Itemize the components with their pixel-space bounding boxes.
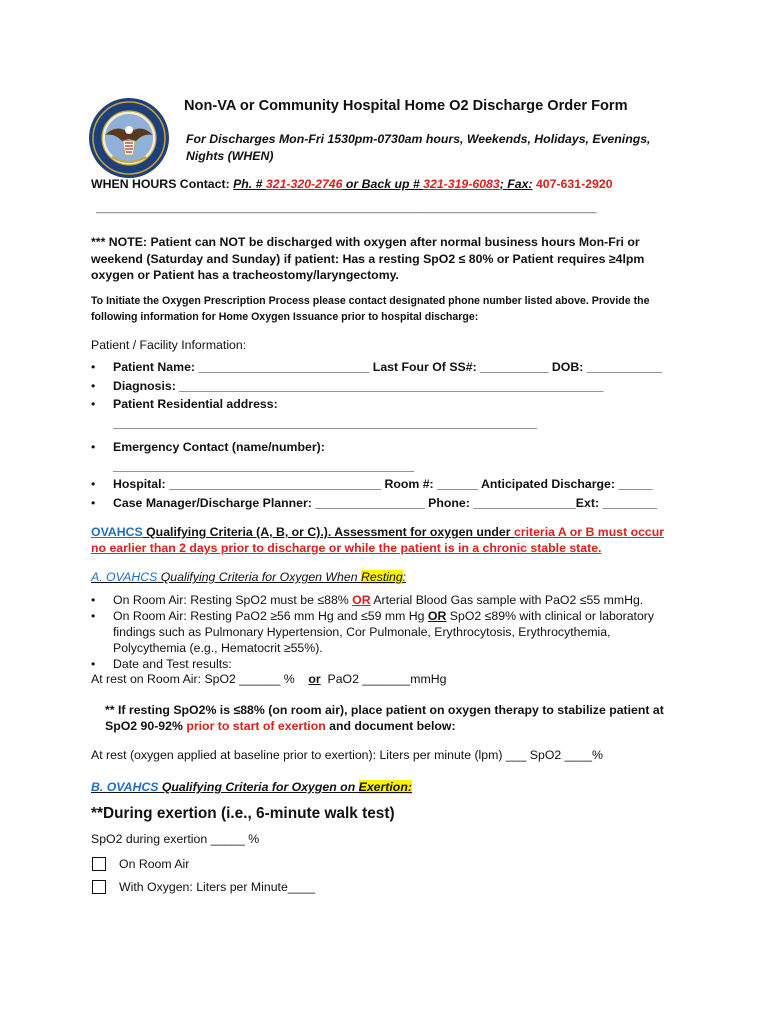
rest-oxygen-field[interactable]: At rest (oxygen applied at baseline prior to exertion): Liters per minute (lpm) ___ SpO2 ____% — [91, 748, 603, 762]
ovahcs-label: OVAHCS — [91, 525, 143, 539]
phone-prefix: Ph. # — [233, 177, 266, 191]
residential-address-field[interactable] — [91, 395, 691, 432]
criteria-red-text: criteria A or B must occur no earlier than 2 days prior to discharge or while the patient is in a chronic stable state. — [91, 525, 665, 555]
room-air-spo2-criterion: • On Room Air: Resting SpO2 must be ≤88% OR Arterial Blood Gas sample with PaO2 ≤55 mmHg. — [91, 592, 681, 608]
discharge-note: *** NOTE: Patient can NOT be discharged with oxygen after normal business hours Mon-Fri or weekend (Saturday and Sunday) if patient: Has a resting SpO2 ≤ 80% or Patient requires ≥4lpm oxygen or Patient has a tracheostomy/laryngectomy. — [91, 235, 645, 282]
date-test-results: • Date and Test results: — [91, 656, 681, 672]
fax-prefix: ; Fax: — [499, 177, 533, 191]
form-subtitle: For Discharges Mon-Fri 1530pm-0730am hours, Weekends, Holidays, Evenings, Nights (WHEN) — [186, 132, 651, 163]
residential-address-label: Patient Residential address: — [113, 397, 278, 411]
section-a-bullets — [91, 592, 681, 672]
room-air-checkbox-row[interactable] — [92, 857, 189, 871]
patient-name-field[interactable]: • Patient Name: _________________________ Last Four Of SS#: __________ DOB: ___________ — [91, 358, 691, 377]
diagnosis-field[interactable]: • Diagnosis: ______________________________________________________________ — [91, 377, 691, 396]
va-seal-icon — [88, 97, 170, 179]
phone-number[interactable]: 321-320-2746 — [265, 177, 343, 191]
instructions-text: To Initiate the Oxygen Prescription Process please contact designated phone number listed above. Provide the following information for Home Oxygen Issuance prior to hospital discharge: — [91, 295, 650, 323]
patient-facility-label: Patient / Facility Information: — [91, 338, 247, 352]
checkbox-icon[interactable] — [92, 857, 106, 871]
section-a-middle: Qualifying Criteria for Oxygen When — [157, 570, 361, 584]
fax-number: 407-631-2920 — [532, 177, 613, 191]
stabilize-instruction: ** If resting SpO2% is ≤88% (on room air), place patient on oxygen therapy to stabilize patient at SpO2 90-92% prior to start of exertion and document below: — [105, 703, 664, 733]
section-b-heading: B. OVAHCS Qualifying Criteria for Oxygen on Exertion: — [91, 780, 412, 794]
section-a-suffix: : — [402, 570, 407, 584]
backup-prefix: or Back up # — [342, 177, 424, 191]
checkbox-icon[interactable] — [92, 880, 106, 894]
emergency-contact-field[interactable] — [91, 438, 691, 475]
residential-address-line[interactable]: ______________________________________________________________ — [113, 415, 538, 430]
exertion-heading: **During exertion (i.e., 6-minute walk test) — [91, 805, 395, 822]
spo2-exertion-field[interactable]: SpO2 during exertion _____ % — [91, 832, 260, 846]
when-hours-contact — [91, 177, 613, 191]
qualifying-criteria-intro — [91, 524, 681, 556]
section-divider: __________________________________________________________________________________________ — [96, 203, 597, 214]
patient-fields-list — [91, 358, 691, 512]
contact-label: WHEN HOURS Contact: — [91, 177, 234, 191]
section-a-prefix: A. OVAHCS — [91, 570, 158, 584]
backup-phone-number[interactable]: 321-319-6083 — [423, 177, 500, 191]
form-title: Non-VA or Community Hospital Home O2 Discharge Order Form — [184, 98, 628, 114]
room-air-pao2-criterion: • On Room Air: Resting PaO2 ≥56 mm Hg and ≤59 mm Hg OR SpO2 ≤89% with clinical or laboratory findings such as Pulmonary Hypertension, Cor Pulmonale, Erythrocytosis, Erythrocythemia, Polycythemia (e.g., Hematocrit ≥55%). — [91, 608, 681, 656]
room-air-checkbox-label: On Room Air — [119, 857, 190, 871]
emergency-contact-label: Emergency Contact (name/number): — [113, 440, 325, 454]
rest-room-air-field[interactable]: At rest on Room Air: SpO2 ______ % or PaO2 _______mmHg — [91, 672, 447, 686]
section-a-highlight: Resting — [360, 570, 403, 584]
emergency-contact-line[interactable]: ____________________________________________ — [113, 458, 414, 473]
with-oxygen-checkbox-label: With Oxygen: Liters per Minute____ — [119, 880, 316, 894]
case-manager-field[interactable]: • Case Manager/Discharge Planner: ________________ Phone: _______________Ext: ________ — [91, 494, 691, 513]
hospital-field[interactable]: • Hospital: _______________________________ Room #: ______ Anticipated Discharge: _____ — [91, 475, 691, 494]
criteria-text: Qualifying Criteria (A, B, or C).). Assessment for oxygen under — [142, 525, 514, 539]
with-oxygen-checkbox-row[interactable] — [92, 880, 315, 894]
section-a-heading — [91, 570, 406, 584]
